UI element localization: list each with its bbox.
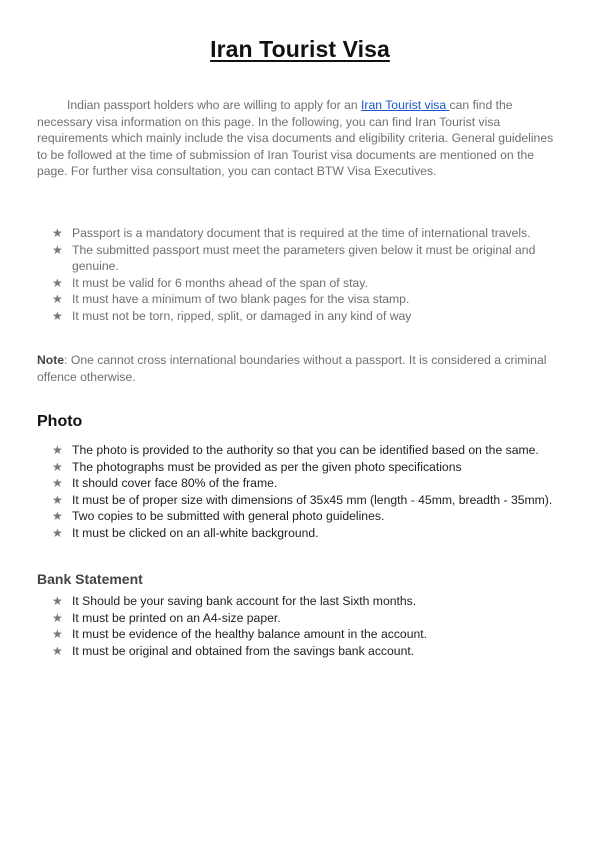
list-item-text: The submitted passport must meet the parameters given below it must be original and genuine. bbox=[72, 242, 536, 273]
bank-statement-heading: Bank Statement bbox=[37, 571, 143, 587]
list-item bbox=[52, 508, 562, 525]
list-item bbox=[52, 610, 562, 627]
star-bullet-icon: ★ bbox=[52, 594, 63, 608]
note-label: Note bbox=[37, 353, 65, 367]
list-item-text: The photographs must be provided as per the given photo specifications bbox=[72, 459, 462, 474]
list-item bbox=[52, 643, 562, 660]
star-bullet-icon: ★ bbox=[52, 242, 63, 257]
star-bullet-icon: ★ bbox=[52, 292, 63, 306]
list-item-text: It must be clicked on an all-white background. bbox=[72, 525, 319, 540]
bank-statement-requirements-list bbox=[52, 593, 562, 659]
intro-text-end: can find the necessary visa information on this page. In the following, you can find Iran Tourist visa requirements which mainly include the visa documents and eligibility criteria. General guidelines to be followed at the time of submission of Iran Tourist visa documents are mentioned on the page. For further visa consultation, you can contact BTW Visa Executives. bbox=[37, 98, 554, 178]
list-item-text: It must be original and obtained from the savings bank account. bbox=[72, 643, 415, 658]
list-item bbox=[52, 442, 562, 459]
list-item bbox=[52, 626, 562, 643]
star-bullet-icon: ★ bbox=[52, 643, 63, 658]
passport-requirements-list bbox=[52, 225, 562, 324]
list-item-text: It must have a minimum of two blank pages for the visa stamp. bbox=[72, 292, 410, 306]
note-text: : One cannot cross international boundaries without a passport. It is considered a criminal offence otherwise. bbox=[37, 353, 547, 384]
intro-paragraph bbox=[37, 97, 565, 180]
star-bullet-icon: ★ bbox=[52, 492, 63, 507]
list-item-text: It must be of proper size with dimensions of 35x45 mm (length - 45mm, breadth - 35mm). bbox=[72, 492, 553, 507]
star-bullet-icon: ★ bbox=[52, 525, 63, 540]
list-item bbox=[52, 593, 562, 610]
star-bullet-icon: ★ bbox=[52, 275, 63, 290]
star-bullet-icon: ★ bbox=[52, 509, 63, 523]
list-item-text: Two copies to be submitted with general photo guidelines. bbox=[72, 509, 385, 523]
star-bullet-icon: ★ bbox=[52, 476, 63, 490]
page-title: Iran Tourist Visa bbox=[210, 36, 390, 62]
list-item-text: It must not be torn, ripped, split, or damaged in any kind of way bbox=[72, 308, 412, 323]
list-item bbox=[52, 475, 562, 492]
photo-requirements-list bbox=[52, 442, 562, 541]
passport-note bbox=[37, 352, 565, 386]
star-bullet-icon: ★ bbox=[52, 308, 63, 323]
list-item bbox=[52, 525, 562, 542]
list-item bbox=[52, 308, 562, 325]
photo-heading: Photo bbox=[37, 413, 83, 430]
list-item-text: It should cover face 80% of the frame. bbox=[72, 476, 278, 490]
star-bullet-icon: ★ bbox=[52, 443, 63, 457]
iran-tourist-visa-link[interactable]: Iran Tourist visa bbox=[361, 98, 450, 112]
list-item-text: It must be evidence of the healthy balance amount in the account. bbox=[72, 627, 428, 641]
star-bullet-icon: ★ bbox=[52, 610, 63, 625]
list-item bbox=[52, 492, 562, 509]
list-item bbox=[52, 275, 562, 292]
list-item bbox=[52, 225, 562, 242]
star-bullet-icon: ★ bbox=[52, 627, 63, 641]
list-item-text: Passport is a mandatory document that is required at the time of international travels. bbox=[72, 226, 531, 240]
list-item bbox=[52, 291, 562, 308]
list-item-text: It must be valid for 6 months ahead of the span of stay. bbox=[72, 275, 368, 290]
intro-text-start: Indian passport holders who are willing to apply for an bbox=[67, 98, 362, 112]
list-item bbox=[52, 242, 562, 275]
list-item-text: It must be printed on an A4-size paper. bbox=[72, 610, 281, 625]
list-item-text: It Should be your saving bank account for the last Sixth months. bbox=[72, 594, 417, 608]
star-bullet-icon: ★ bbox=[52, 226, 63, 240]
list-item bbox=[52, 459, 562, 476]
star-bullet-icon: ★ bbox=[52, 459, 63, 474]
list-item-text: The photo is provided to the authority so that you can be identified based on the same. bbox=[72, 443, 539, 457]
